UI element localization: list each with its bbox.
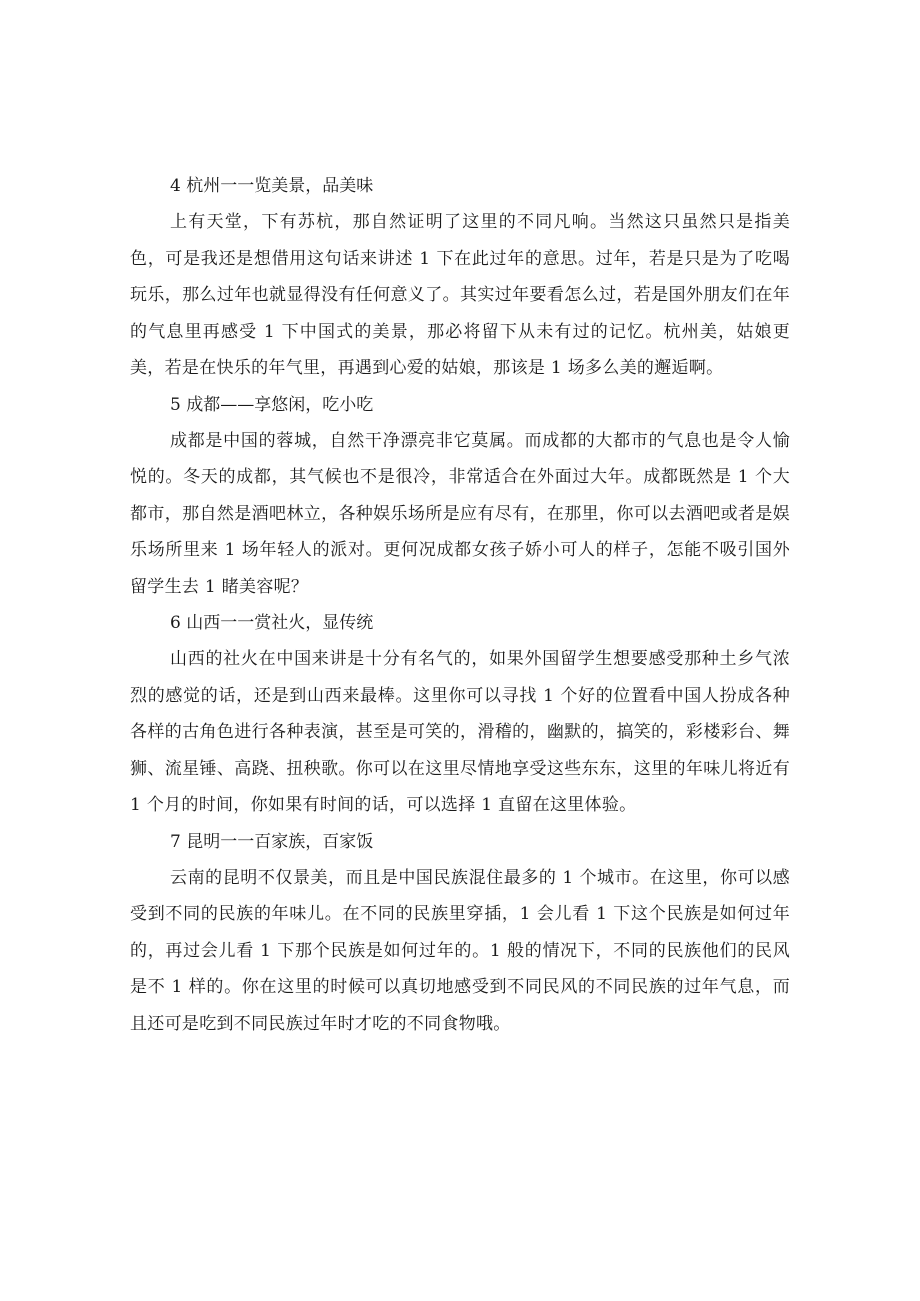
section-heading-hangzhou: 4 杭州一一览美景，品美味 — [170, 176, 374, 196]
section-paragraph-hangzhou: 上有天堂，下有苏杭，那自然证明了这里的不同凡响。当然这只虽然只是指美色，可是我还是想借用这句话来讲述 1 下在此过年的意思。过年，若是只是为了吃喝玩乐，那么过年也就显得没有任何意义了。其实过年要看怎么过，若是国外朋友们在年的气息里再感受 1 下中国式的美景，那必将留下从未有过的记忆。杭州美，姑娘更美，若是在快乐的年气里，再遇到心爱的姑娘，那该是 1 场多么美的邂逅啊。 — [130, 212, 790, 378]
section-paragraph-chengdu: 成都是中国的蓉城，自然干净漂亮非它莫属。而成都的大都市的气息也是令人愉悦的。冬天的成都，其气候也不是很冷，非常适合在外面过大年。成都既然是 1 个大都市，那自然是酒吧林立，各种娱乐场所是应有尽有，在那里，你可以去酒吧或者是娱乐场所里来 1 场年轻人的派对。更何况成都女孩子娇小可人的样子，怎能不吸引国外留学生去 1 睹美容呢？ — [130, 430, 790, 597]
document-page — [130, 168, 790, 1042]
section-heading-chengdu: 5 成都——享悠闲，吃小吃 — [170, 394, 374, 415]
section-heading-shanxi: 6 山西一一赏社火，显传统 — [170, 613, 374, 633]
section-paragraph-kunming: 云南的昆明不仅景美，而且是中国民族混住最多的 1 个城市。在这里，你可以感受到不同的民族的年味儿。在不同的民族里穿插，1 会儿看 1 下这个民族是如何过年的，再过会儿看 1 下那个民族是如何过年的。1 般的情况下，不同的民族他们的民风是不 1 样的。你在这里的时候可以真切地感受到不同民风的不同民族的过年气息，而且还可是吃到不同民族过年时才吃的不同食物哦。 — [130, 867, 790, 1034]
section-paragraph-shanxi: 山西的社火在中国来讲是十分有名气的，如果外国留学生想要感受那种土乡气浓烈的感觉的话，还是到山西来最棒。这里你可以寻找 1 个好的位置看中国人扮成各种各样的古角色进行各种表演，甚至是可笑的，滑稽的，幽默的，搞笑的，彩楼彩台、舞狮、流星锤、高跷、扭秧歌。你可以在这里尽情地享受这些东东，这里的年味儿将近有 1 个月的时间，你如果有时间的话，可以选择 1 直留在这里体验。 — [130, 649, 790, 815]
section-heading-kunming: 7 昆明一一百家族，百家饭 — [170, 831, 374, 852]
